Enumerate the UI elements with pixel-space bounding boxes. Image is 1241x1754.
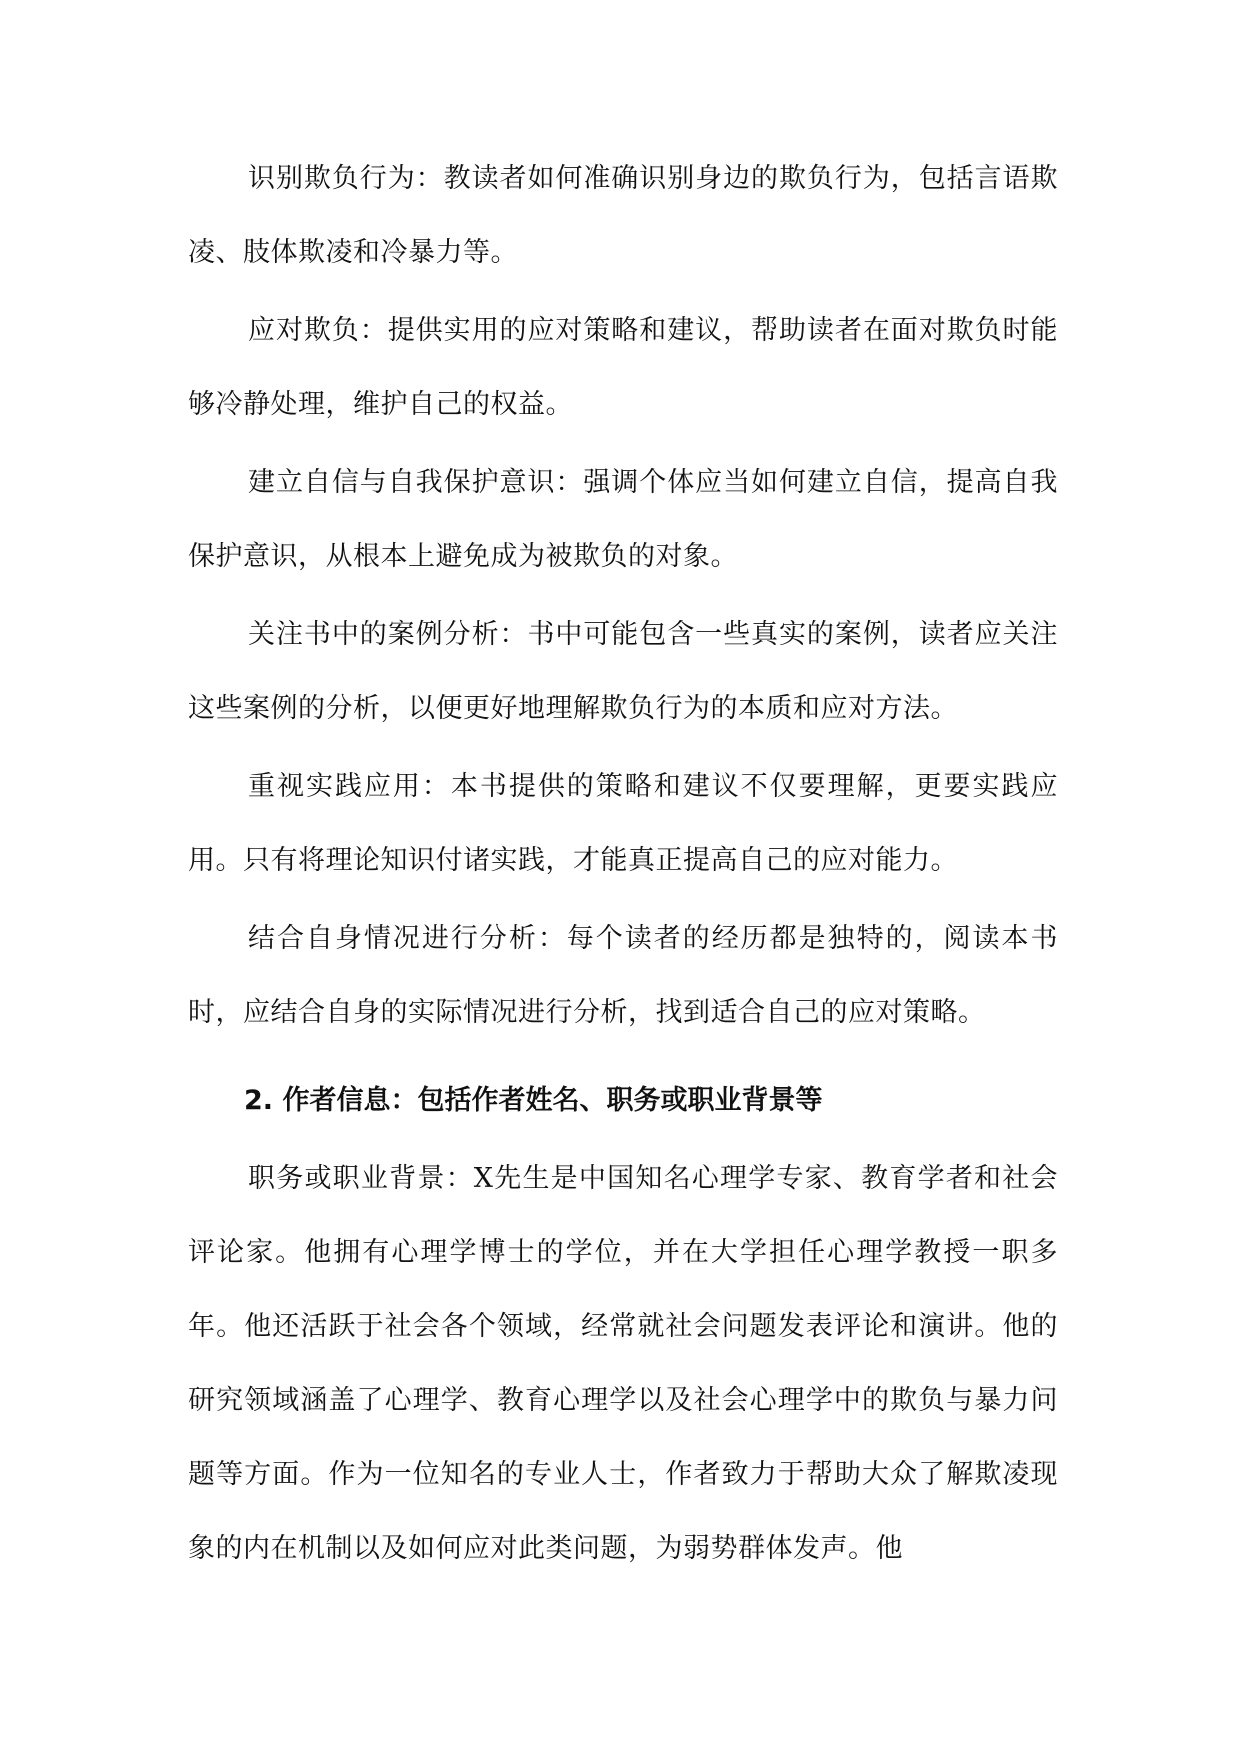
paragraph-practice: 重视实践应用：本书提供的策略和建议不仅要理解，更要实践应用。只有将理论知识付诸实践，才能真正提高自己的应对能力。 (188, 771, 1058, 876)
section-heading-author-info: 2. 作者信息：包括作者姓名、职务或职业背景等 (244, 1085, 823, 1116)
paragraph-author-background: 职务或职业背景：X先生是中国知名心理学专家、教育学者和社会评论家。他拥有心理学博士的学位，并在大学担任心理学教授一职多年。他还活跃于社会各个领域，经常就社会问题发表评论和演讲。他的研究领域涵盖了心理学、教育心理学以及社会心理学中的欺负与暴力问题等方面。作为一位知名的专业人士，作者致力于帮助大众了解欺凌现象的内在机制以及如何应对此类问题，为弱势群体发声。他 (188, 1163, 1058, 1564)
paragraph-cope-with-bullying: 应对欺负：提供实用的应对策略和建议，帮助读者在面对欺负时能够冷静处理，维护自己的权益。 (188, 315, 1058, 420)
page-content (188, 142, 1058, 1590)
paragraph-identify-bullying: 识别欺负行为：教读者如何准确识别身边的欺负行为，包括言语欺凌、肢体欺凌和冷暴力等。 (188, 163, 1058, 268)
paragraph-self-analysis: 结合自身情况进行分析：每个读者的经历都是独特的，阅读本书时，应结合自身的实际情况进行分析，找到适合自己的应对策略。 (188, 923, 1058, 1028)
paragraph-case-analysis: 关注书中的案例分析：书中可能包含一些真实的案例，读者应关注这些案例的分析，以便更好地理解欺负行为的本质和应对方法。 (188, 619, 1058, 724)
paragraph-self-confidence: 建立自信与自我保护意识：强调个体应当如何建立自信，提高自我保护意识，从根本上避免成为被欺负的对象。 (188, 467, 1058, 572)
